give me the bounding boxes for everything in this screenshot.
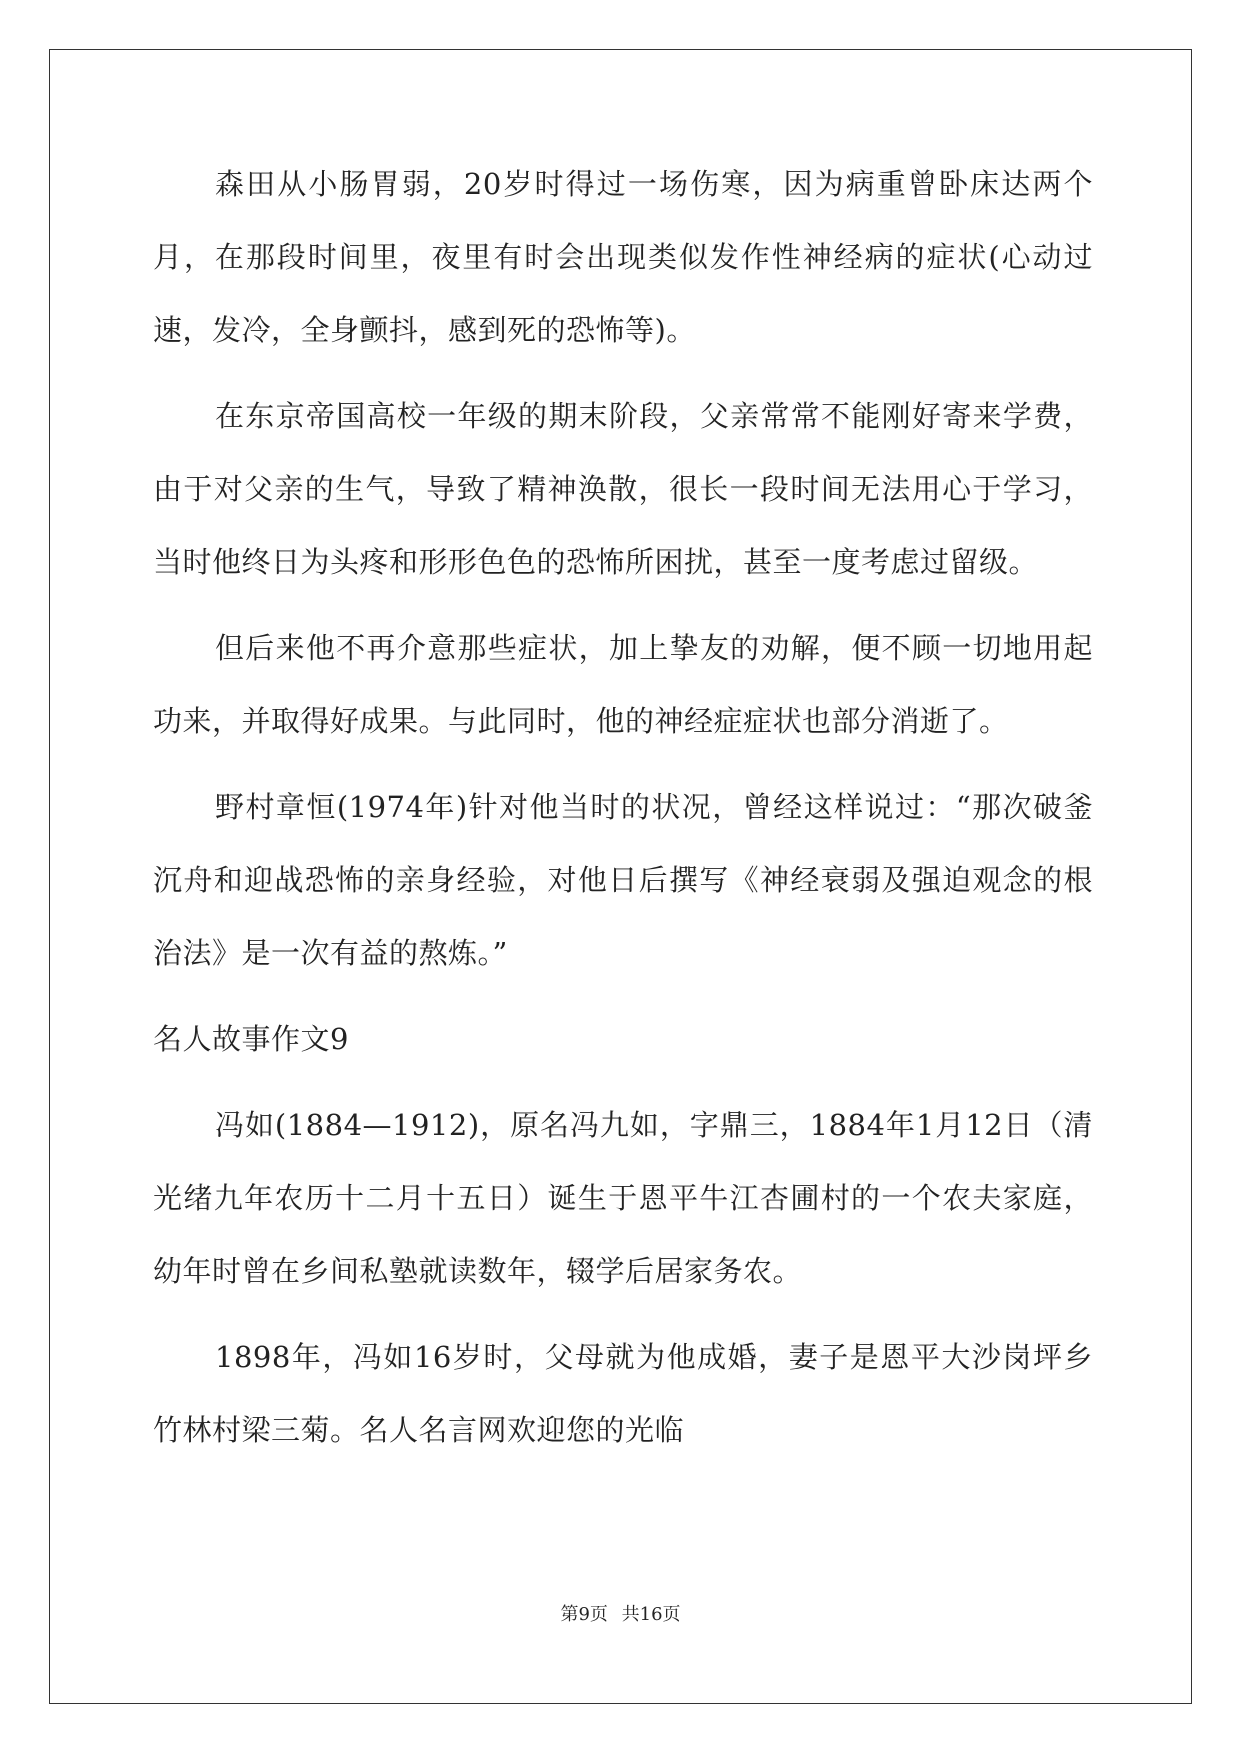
paragraph: 但后来他不再介意那些症状，加上挚友的劝解，便不顾一切地用起功来，并取得好成果。与此同时，他的神经症症状也部分消逝了。 [153, 631, 1093, 738]
page-total: 共16页 [621, 1604, 681, 1625]
page-footer [0, 1600, 1241, 1626]
paragraph: 野村章恒(1974年)针对他当时的状况，曾经这样说过：“那次破釜沉舟和迎战恐怖的亲身经验，对他日后撰写《神经衰弱及强迫观念的根治法》是一次有益的熬炼。” [153, 790, 1093, 970]
paragraph: 森田从小肠胃弱，20岁时得过一场伤寒，因为病重曾卧床达两个月，在那段时间里，夜里有时会出现类似发作性神经病的症状(心动过速，发冷，全身颤抖，感到死的恐怖等)。 [153, 167, 1093, 347]
paragraph: 冯如(1884—1912)，原名冯九如，字鼎三，1884年1月12日（清光绪九年农历十二月十五日）诞生于恩平牛江杏圃村的一个农夫家庭，幼年时曾在乡间私塾就读数年，辍学后居家务农。 [153, 1108, 1093, 1288]
section-heading: 名人故事作文9 [153, 1022, 349, 1056]
paragraph: 在东京帝国高校一年级的期末阶段，父亲常常不能刚好寄来学费，由于对父亲的生气，导致了精神涣散，很长一段时间无法用心于学习，当时他终日为头疼和形形色色的恐怖所困扰，甚至一度考虑过留级。 [153, 399, 1093, 579]
page-number: 第9页 [560, 1604, 608, 1625]
paragraph: 1898年，冯如16岁时，父母就为他成婚，妻子是恩平大沙岗坪乡竹林村梁三菊。名人名言网欢迎您的光临 [153, 1340, 1093, 1447]
document-body [153, 148, 1093, 1480]
